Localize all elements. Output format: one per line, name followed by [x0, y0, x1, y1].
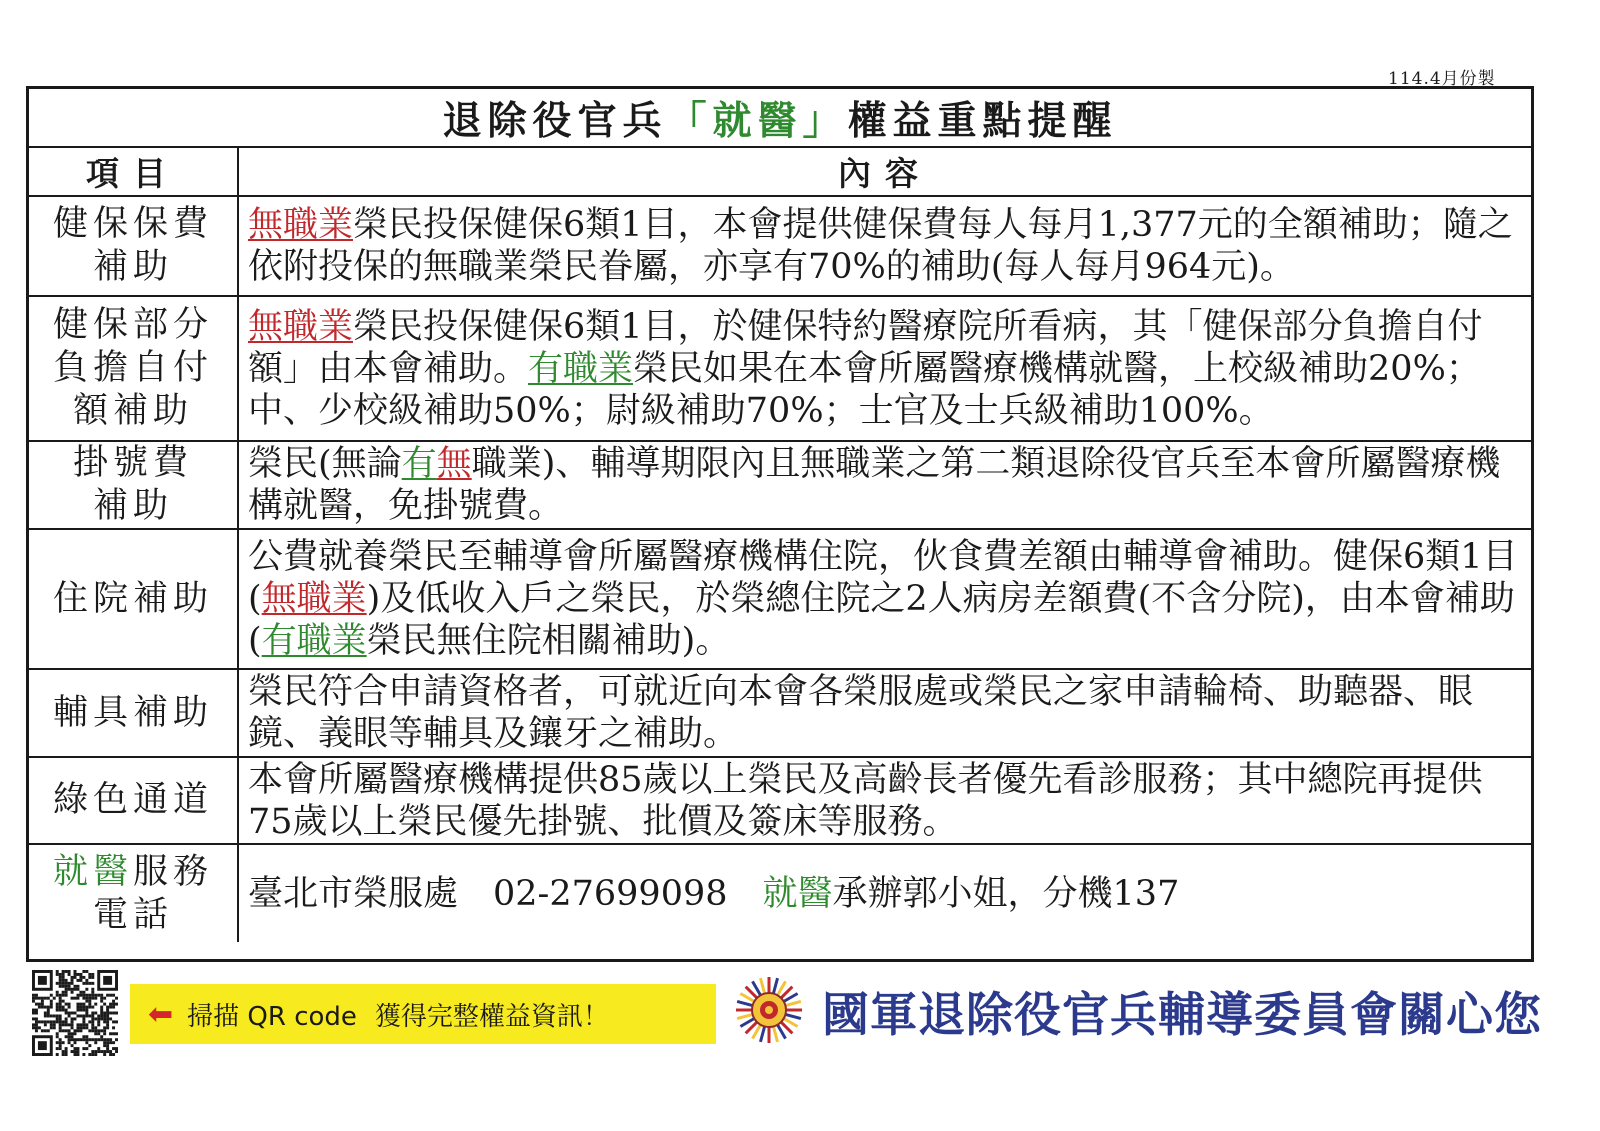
- content-text: 榮民如果在本會所屬醫療機構就醫，上校級補助20%；中、少校級補助50%；尉級補助70%；士官及士兵級補助100%。: [248, 348, 1481, 431]
- contact-pre: 臺北市榮服處 02-27699098: [248, 873, 763, 914]
- table-row: [29, 669, 1531, 757]
- table-row: [29, 757, 1531, 844]
- row-item: [29, 441, 238, 529]
- item-rest: 服務: [133, 851, 214, 892]
- scan-banner: [130, 984, 716, 1044]
- benefits-table: [29, 148, 1531, 942]
- benefits-sheet: [26, 86, 1534, 962]
- contact-post: 承辦郭小姐，分機137: [832, 873, 1180, 914]
- contact-highlight: 就醫: [762, 873, 833, 914]
- row-item: [29, 669, 238, 757]
- content-text: 公費就養榮民至輔導會所屬醫療機構住院，伙食費差額由輔導會補助。健保6類1目(: [248, 537, 1518, 619]
- row-content: [238, 844, 1531, 942]
- content-text: 榮民無住院相關補助)。: [366, 621, 731, 661]
- row-item-line: 健保部分: [52, 305, 213, 345]
- row-item-line: 住院補助: [52, 578, 213, 619]
- row-content: [238, 441, 1531, 529]
- header-item: 項目: [29, 148, 238, 196]
- table-row: [29, 296, 1531, 441]
- highlight-red: 無職業: [248, 306, 354, 347]
- item-highlight: 就醫: [52, 851, 133, 892]
- content-text: 榮民投保健保6類1目，於健保特約醫療院所看病，其「健保部分負擔自付額」由本會補助。: [248, 306, 1483, 389]
- table-row: [29, 529, 1531, 669]
- header-content: 內容: [238, 148, 1531, 196]
- footer: [0, 970, 1600, 1050]
- content-text: 本會所屬醫療機構提供85歲以上榮民及高齡長者優先看診服務；其中總院再提供75歲以上榮民優先掛號、批價及簽床等服務。: [248, 759, 1483, 842]
- row-content: [238, 196, 1531, 296]
- row-item-line: 電話: [92, 894, 173, 935]
- content-text: 榮民投保健保6類1目，本會提供健保費每人每月1,377元的全額補助；隨之依附投保的無職業榮民眷屬，亦享有70%的補助(每人每月964元)。: [248, 205, 1513, 287]
- table-row: [29, 441, 1531, 529]
- table-row: [29, 196, 1531, 296]
- row-item-line: 掛號費: [72, 443, 193, 483]
- emblem-icon: [734, 975, 804, 1045]
- banner-text-1: 掃描 QR code: [187, 1001, 357, 1032]
- content-text: )及低收入戶之榮民，於榮總住院之2人病房差額費(不含分院)，由本會補助(: [248, 579, 1515, 661]
- highlight-red: 無: [436, 444, 472, 484]
- content-text: 職業)、輔導期限內且無職業之第二類退除役官兵至本會所屬醫療機構就醫，免掛號費。: [248, 444, 1501, 526]
- row-item-line: 額補助: [72, 391, 193, 431]
- arrow-left-icon: ⬅: [148, 996, 174, 1032]
- highlight-red: 無職業: [248, 205, 354, 245]
- row-item: [29, 196, 238, 296]
- highlight-red: 無職業: [261, 579, 367, 619]
- row-item-line: 補助: [92, 247, 173, 287]
- row-content: [238, 757, 1531, 844]
- title-highlight: 「就醫」: [667, 97, 848, 144]
- highlight-green: 有: [401, 444, 437, 484]
- row-item-line: 健保保費: [52, 204, 213, 244]
- row-item: [29, 296, 238, 441]
- title-post: 權益重點提醒: [847, 97, 1118, 144]
- content-text: 榮民符合申請資格者，可就近向本會各榮服處或榮民之家申請輪椅、助聽器、眼鏡、義眼等輔具及鑲牙之補助。: [248, 672, 1474, 754]
- row-content: [238, 669, 1531, 757]
- row-item-line: 補助: [92, 486, 173, 526]
- highlight-green: 有職業: [261, 621, 367, 661]
- org-name: 國軍退除役官兵輔導委員會關心您: [822, 988, 1542, 1043]
- row-item-line: 綠色通道: [52, 780, 213, 820]
- banner-text-2: 獲得完整權益資訊！: [374, 1001, 609, 1032]
- row-item-line: 輔具補助: [52, 692, 213, 733]
- row-item-line: 負擔自付: [52, 348, 213, 388]
- row-item: [29, 844, 238, 942]
- row-item: [29, 757, 238, 844]
- title-pre: 退除役官兵: [442, 97, 668, 144]
- content-text: 榮民(無論: [248, 444, 402, 484]
- highlight-green: 有職業: [528, 348, 634, 389]
- qr-code[interactable]: [32, 970, 118, 1056]
- page-title: [29, 89, 1531, 148]
- date-label: 114.4月份製: [1388, 69, 1496, 89]
- row-content: [238, 296, 1531, 441]
- row-item-line: [29, 851, 237, 894]
- row-content: [238, 529, 1531, 669]
- table-header-row: [29, 148, 1531, 196]
- table-row-service: [29, 844, 1531, 942]
- row-item: [29, 529, 238, 669]
